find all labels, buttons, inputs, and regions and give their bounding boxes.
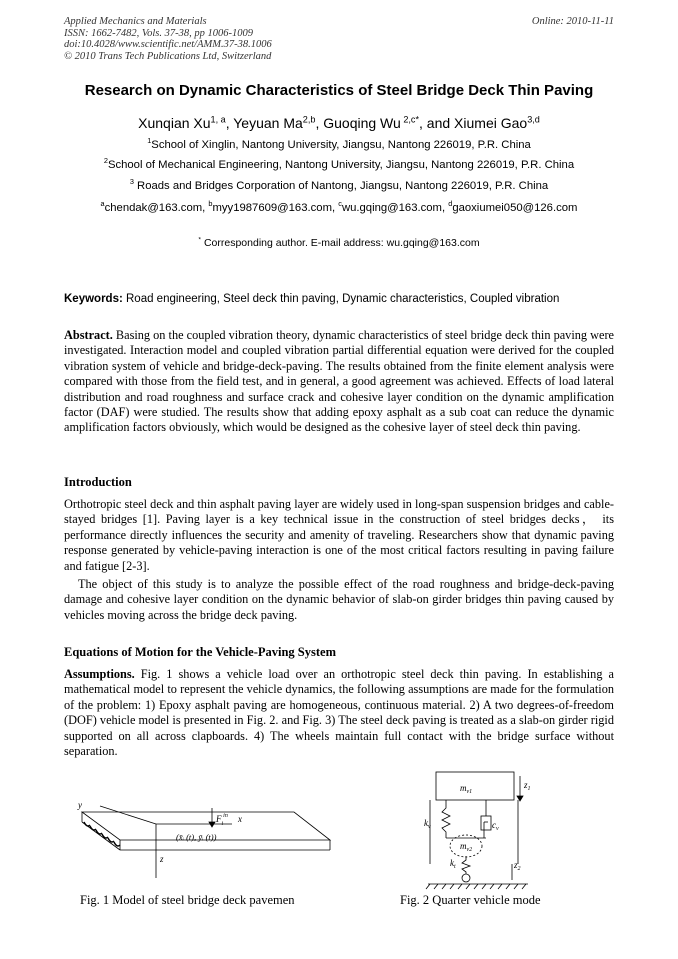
journal-header <box>64 16 272 62</box>
coordinate-label: (x̄ᵢ (t), ȳᵢ (t)) <box>176 832 217 842</box>
corresponding-author: * Corresponding author. E-mail address: wu.gqing@163.com <box>198 236 480 249</box>
damper-label-cv: $c_v$ <box>492 820 499 832</box>
keywords: Keywords: Road engineering, Steel deck thin paving, Dynamic characteristics, Coupled vibration <box>64 293 560 305</box>
figure-1-caption: Fig. 1 Model of steel bridge deck pavemen <box>80 893 295 907</box>
paper-title: Research on Dynamic Characteristics of Steel Bridge Deck Thin Paving <box>84 82 594 99</box>
affiliation-3: $^3$ Roads and Bridges Corporation of Nantong, Jiangsu, Nantong 226019, P.R. China <box>129 177 549 192</box>
section-heading-equations: Equations of Motion for the Vehicle-Paving System <box>64 645 336 659</box>
figure-2-caption: Fig. 2 Quarter vehicle mode <box>400 893 541 907</box>
figure-2-quarter-vehicle <box>418 768 538 890</box>
displacement-label-z2: $z_2$ <box>514 860 521 872</box>
keywords-label: Keywords: <box>64 293 123 305</box>
online-date: Online: 2010-11-11 <box>531 16 614 27</box>
section-heading-introduction: Introduction <box>64 475 132 489</box>
assumptions-label: Assumptions. <box>64 667 135 681</box>
author: Yeyuan Ma$^{2,b}$, <box>233 114 324 131</box>
affiliation-2: $^2$School of Mechanical Engineering, Nantong University, Jiangsu, Nantong 226019, P.R. China <box>103 156 575 171</box>
displacement-label-z1: $z_1$ <box>524 780 531 792</box>
assumptions-paragraph: Assumptions. Fig. 1 shows a vehicle load over an orthotropic steel deck thin paving. In establishing a mathematical model to represent the vehicle dynamics, the following assumptions are made for the formulation of the problem: 1) Epoxy asphalt paving are homogeneous, continuous material. 2) A two degrees-of-freedom (DOF) vehicle model is presented in Fig. 2. and Fig. 3) The steel deck paving is treated as a slab-on girder rigid supported on all across clapboards. 4) The wheels maintain full contact with the bridge surface without separation. <box>64 667 614 759</box>
issn-line: ISSN: 1662-7482, Vols. 37-38, pp 1006-1009 <box>64 27 253 39</box>
abstract-label: Abstract. <box>64 328 113 342</box>
mass-label-mv2: $m_{v2}$ <box>460 841 473 853</box>
affiliation-1: $^1$School of Xinglin, Nantong University, Jiangsu, Nantong 226019, P.R. China <box>147 136 531 151</box>
spring-label-kt: $k_t$ <box>450 858 456 870</box>
author: Guoqing Wu $^{2,c*}$, and <box>323 114 455 131</box>
mass-label-mv1: $m_{v1}$ <box>460 783 473 795</box>
figure-1-deck-diagram <box>72 800 344 888</box>
force-label: $F_i^{in}$ <box>216 813 228 827</box>
introduction-paragraph-2: The object of this study is to analyze the possible effect of the road roughness and bridge-deck-paving damage and cohesive layer condition on the dynamic behavior of slab-on girder bridges thin paving caused by vehicles moving across the bridge deck paving. <box>64 577 614 622</box>
abstract: Abstract. Basing on the coupled vibration theory, dynamic characteristics of steel bridge deck thin paving were investigated. Interaction model and coupled vibration partial differential equation were derived for the coupled vibration system of vehicle and bridge-deck-paving. The results obtained from the finite element analysis were compared with those from the field test, and in general, a good agreement was achieved. Effects of load lateral distribution and road roughness and surface crack and cohesive layer condition on the dynamic amplification factor (DAF) were studied. The results show that adding epoxy asphalt as a sub coat can reduce the dynamic amplification factors obviously, which would be designed as the cohesive layer of steel deck thin paving. <box>64 328 615 435</box>
author-list <box>0 115 678 131</box>
axis-label-z: z <box>160 854 164 864</box>
author: Xiumei Gao$^{3,d}$ <box>454 114 540 131</box>
author: Xunqian Xu$^{1, a}$, <box>138 114 234 131</box>
axis-label-y: y <box>78 800 82 810</box>
email-list: $^a$chendak@163.com, $^b$myy1987609@163.com, $^c$wu.gqing@163.com, $^d$gaoxiumei050@126.com <box>100 199 578 214</box>
spring-label-kv: $k_v$ <box>424 818 431 830</box>
copyright-line: © 2010 Trans Tech Publications Ltd, Switzerland <box>64 50 272 62</box>
journal-name: Applied Mechanics and Materials <box>64 16 207 27</box>
introduction-paragraph-1: Orthotropic steel deck and thin asphalt paving layer are widely used in long-span suspension bridges and cable-stayed bridges [1]. Paving layer is a key technical issue in the construction of steel bridges decks， its performance directly influences the security and amenity of traveling. Researchers show that dynamic paving response generated by vehicle-paving interaction is one of the most critical factors resulting in paving failure and fatigue [2-3]. <box>64 497 614 573</box>
doi-line: doi:10.4028/www.scientific.net/AMM.37-38.1006 <box>64 39 272 50</box>
axis-label-x: x <box>238 814 242 824</box>
